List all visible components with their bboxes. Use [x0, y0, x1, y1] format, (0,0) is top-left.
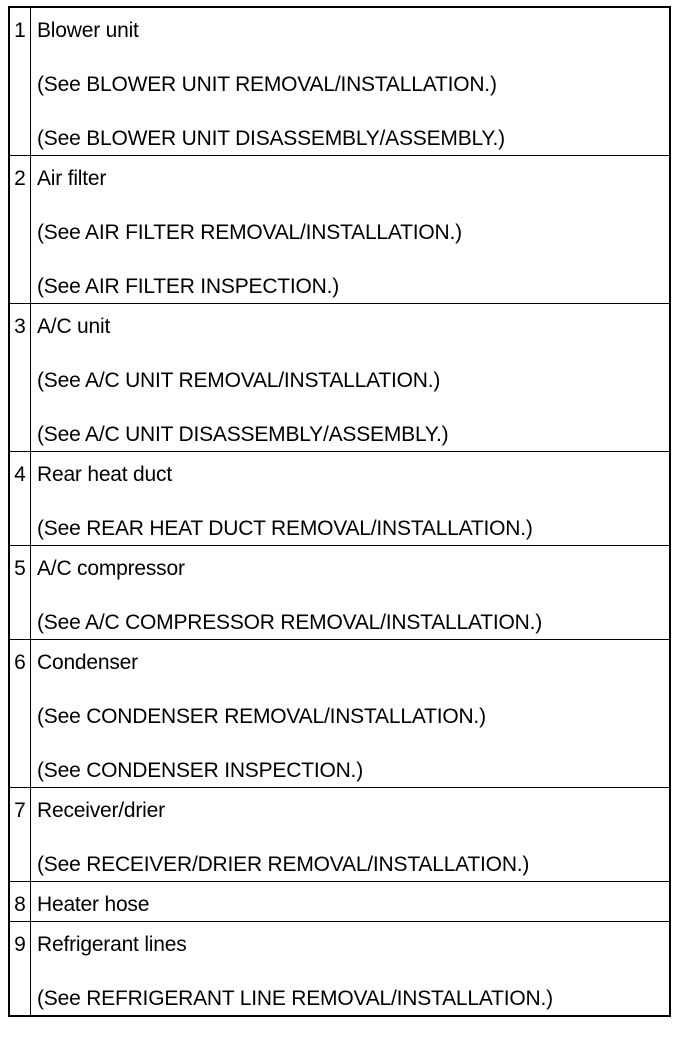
- item-number: 3: [9, 304, 31, 452]
- table-row: [9, 156, 670, 304]
- parts-table-body: [9, 7, 670, 1016]
- item-reference-link[interactable]: (See AIR FILTER REMOVAL/INSTALLATION.): [37, 221, 462, 244]
- item-content: [31, 452, 671, 546]
- table-row: [9, 922, 670, 1017]
- parts-table: [8, 6, 671, 1017]
- item-reference-link[interactable]: (See BLOWER UNIT REMOVAL/INSTALLATION.): [37, 73, 497, 96]
- item-content: [31, 546, 671, 640]
- item-content: [31, 882, 671, 922]
- item-name: Rear heat duct: [37, 463, 172, 486]
- item-content: [31, 922, 671, 1017]
- table-row: [9, 788, 670, 882]
- table-row: [9, 640, 670, 788]
- item-reference-link[interactable]: (See RECEIVER/DRIER REMOVAL/INSTALLATION.): [37, 853, 530, 876]
- item-number: 2: [9, 156, 31, 304]
- item-reference-link[interactable]: (See CONDENSER REMOVAL/INSTALLATION.): [37, 705, 486, 728]
- item-reference-link[interactable]: (See CONDENSER INSPECTION.): [37, 759, 363, 782]
- item-number: 5: [9, 546, 31, 640]
- item-reference-link[interactable]: (See REFRIGERANT LINE REMOVAL/INSTALLATION.): [37, 987, 553, 1010]
- item-name: Receiver/drier: [37, 799, 165, 822]
- item-number: 9: [9, 922, 31, 1017]
- item-name: A/C compressor: [37, 557, 185, 580]
- item-name: Air filter: [37, 167, 107, 190]
- item-name: Condenser: [37, 651, 138, 674]
- table-row: [9, 7, 670, 156]
- table-row: [9, 546, 670, 640]
- item-number: 1: [9, 7, 31, 156]
- item-reference-link[interactable]: (See A/C UNIT REMOVAL/INSTALLATION.): [37, 369, 441, 392]
- item-name: Blower unit: [37, 19, 139, 42]
- table-row: [9, 882, 670, 922]
- item-content: [31, 304, 671, 452]
- item-name: Refrigerant lines: [37, 933, 187, 956]
- item-reference-link[interactable]: (See REAR HEAT DUCT REMOVAL/INSTALLATION.): [37, 517, 533, 540]
- item-content: [31, 788, 671, 882]
- item-content: [31, 7, 671, 156]
- item-reference-link[interactable]: (See BLOWER UNIT DISASSEMBLY/ASSEMBLY.): [37, 127, 505, 150]
- item-content: [31, 640, 671, 788]
- item-reference-link[interactable]: (See A/C COMPRESSOR REMOVAL/INSTALLATION.): [37, 611, 543, 634]
- table-row: [9, 304, 670, 452]
- item-number: 7: [9, 788, 31, 882]
- item-reference-link[interactable]: (See A/C UNIT DISASSEMBLY/ASSEMBLY.): [37, 423, 449, 446]
- item-name: A/C unit: [37, 315, 111, 338]
- item-content: [31, 156, 671, 304]
- item-reference-link[interactable]: (See AIR FILTER INSPECTION.): [37, 275, 340, 298]
- item-number: 8: [9, 882, 31, 922]
- item-name: Heater hose: [37, 893, 150, 916]
- item-number: 6: [9, 640, 31, 788]
- item-number: 4: [9, 452, 31, 546]
- table-row: [9, 452, 670, 546]
